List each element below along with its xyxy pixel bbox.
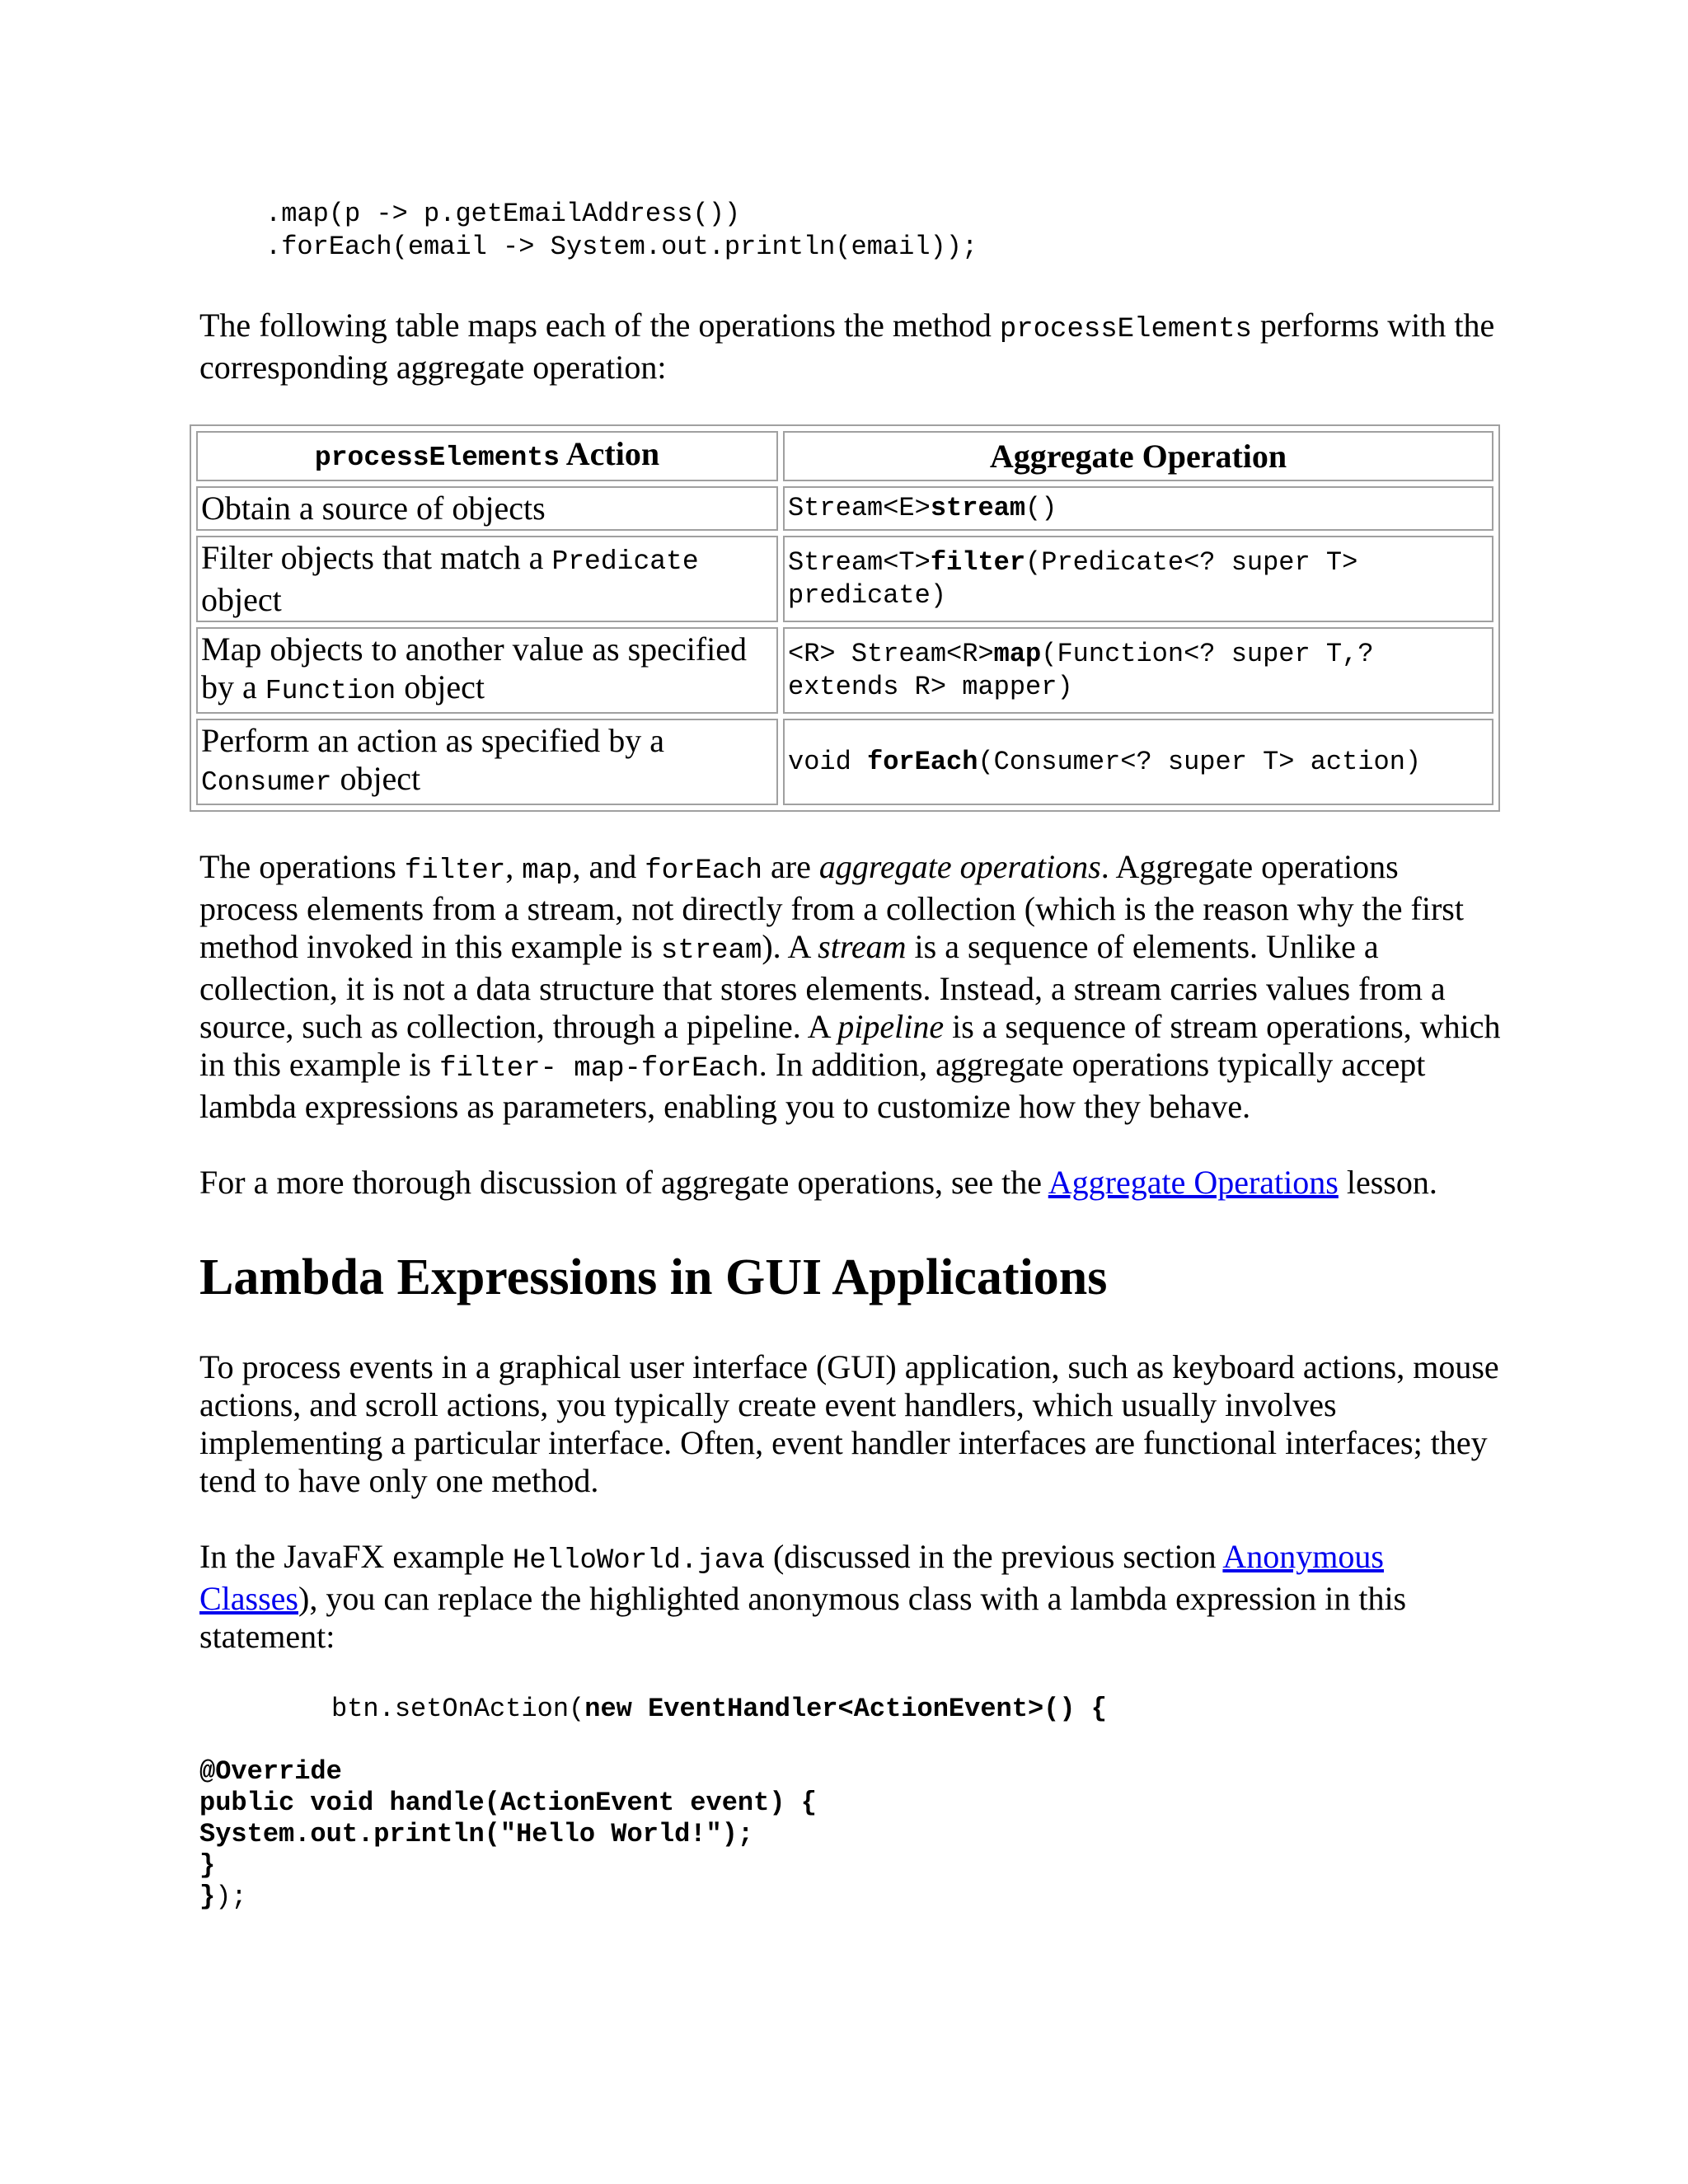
op-name: filter	[930, 546, 1026, 578]
code-line	[199, 1694, 1502, 1725]
italic-term: aggregate operations	[818, 848, 1101, 885]
op-prefix: void	[788, 746, 868, 777]
action-text: Perform an action as specified by a	[201, 722, 665, 759]
action-cell: Obtain a source of objects	[196, 486, 778, 531]
inline-code: forEach	[645, 855, 763, 887]
operation-cell	[783, 486, 1493, 531]
aggregate-ops-paragraph	[199, 848, 1502, 1126]
text: . In addition, aggregate operations typically accept lambda expressions as parameters, enabling you to customize how they behave.	[199, 1046, 1426, 1125]
table-header-row	[196, 431, 1493, 481]
inline-code: Consumer	[201, 767, 332, 798]
code-text-bold: new EventHandler<ActionEvent>() {	[584, 1694, 1107, 1724]
code-line: }	[199, 1850, 216, 1881]
text: The operations	[199, 848, 405, 885]
text: ), you can replace the highlighted anonymous class with a lambda expression in this statement:	[199, 1580, 1407, 1655]
inline-code: Predicate	[551, 546, 699, 577]
op-prefix: <R> Stream<R>	[788, 638, 994, 669]
action-text: object	[201, 581, 282, 618]
table-row	[196, 536, 1493, 622]
op-suffix: (Consumer<? super T> action)	[978, 746, 1422, 777]
code-snippet-bottom	[199, 1694, 1502, 1913]
inline-code: filter- map-forEach	[439, 1053, 759, 1085]
header-action	[196, 431, 778, 481]
text: (discussed in the previous section	[764, 1538, 1223, 1575]
action-text: object	[331, 760, 421, 797]
code-line	[199, 1882, 1502, 1913]
more-discussion-paragraph	[199, 1164, 1502, 1202]
op-name: stream	[930, 493, 1026, 523]
operations-table	[190, 424, 1500, 812]
code-spacer	[199, 1725, 1502, 1756]
action-cell	[196, 719, 778, 805]
javafx-paragraph	[199, 1538, 1502, 1656]
text: , and	[572, 848, 645, 885]
aggregate-operations-link[interactable]: Aggregate Operations	[1048, 1164, 1339, 1201]
code-text-bold: }	[199, 1882, 216, 1912]
code-snippet-top	[265, 198, 1502, 264]
header-code: processElements	[314, 443, 560, 473]
text: ). A	[762, 928, 818, 965]
intro-paragraph	[199, 307, 1502, 387]
inline-code: stream	[660, 935, 762, 967]
table-row	[196, 486, 1493, 531]
inline-code: Function	[265, 676, 396, 706]
header-operation: Aggregate Operation	[783, 431, 1493, 481]
code-line: .map(p -> p.getEmailAddress())	[265, 199, 741, 229]
action-cell	[196, 627, 778, 714]
op-suffix: (Function<? super T,? extends R> mapper)	[788, 638, 1374, 702]
table-row	[196, 627, 1493, 714]
action-cell	[196, 536, 778, 622]
text: . Aggregate operations process elements from a stream, not directly from a collection (which is the reason why the first method invoked in this example is	[199, 848, 1464, 965]
operation-cell	[783, 536, 1493, 622]
op-suffix: (Predicate<? super T> predicate)	[788, 546, 1358, 611]
inline-code: HelloWorld.java	[512, 1545, 765, 1577]
code-text: btn.setOnAction(	[331, 1694, 585, 1724]
italic-term: stream	[818, 928, 907, 965]
gui-paragraph: To process events in a graphical user interface (GUI) application, such as keyboard actions, mouse actions, and scroll actions, you typically create event handlers, which usually involves implementing a particular interface. Often, event handler interfaces are functional interfaces; they tend to have only one method.	[199, 1348, 1499, 1499]
text: is a sequence of stream operations, which in this example is	[199, 1008, 1501, 1083]
code-line: public void handle(ActionEvent event) {	[199, 1788, 817, 1818]
text: is a sequence of elements. Unlike a collection, it is not a data structure that stores elements. Instead, a stream carries values from a source, such as collection, through a pipeline. A	[199, 928, 1446, 1045]
code-text: );	[215, 1882, 247, 1912]
action-text: object	[396, 668, 485, 705]
op-name: forEach	[867, 746, 978, 777]
action-text: Map objects to another value as specified by a	[201, 630, 747, 705]
inline-code: processElements	[999, 314, 1252, 345]
operation-cell	[783, 627, 1493, 714]
inline-code: filter	[404, 855, 506, 887]
text: ,	[505, 848, 523, 885]
op-prefix: Stream<E>	[788, 493, 931, 523]
header-text: Action	[559, 435, 660, 472]
table-row	[196, 719, 1493, 805]
text: are	[762, 848, 819, 885]
action-text: Filter objects that match a	[201, 539, 552, 576]
text: lesson.	[1338, 1164, 1437, 1201]
intro-text: The following table maps each of the operations the method	[199, 307, 1000, 344]
italic-term: pipeline	[837, 1008, 945, 1045]
code-line: .forEach(email -> System.out.println(email));	[265, 232, 978, 262]
op-prefix: Stream<T>	[788, 546, 931, 578]
operation-cell	[783, 719, 1493, 805]
inline-code: map	[522, 855, 573, 887]
text: In the JavaFX example	[199, 1538, 513, 1575]
text: For a more thorough discussion of aggregate operations, see the	[199, 1164, 1048, 1201]
document-body	[199, 198, 1502, 1913]
anonymous-classes-link[interactable]: Anonymous Classes	[199, 1538, 1384, 1617]
code-line: @Override	[199, 1756, 342, 1787]
section-heading: Lambda Expressions in GUI Applications	[199, 1249, 1108, 1305]
code-line: System.out.println("Hello World!");	[199, 1819, 754, 1849]
intro-text: performs with the corresponding aggregate operation:	[199, 307, 1495, 386]
operations-table-wrapper	[190, 424, 1500, 812]
op-name: map	[993, 638, 1042, 669]
op-suffix: ()	[1025, 493, 1057, 523]
